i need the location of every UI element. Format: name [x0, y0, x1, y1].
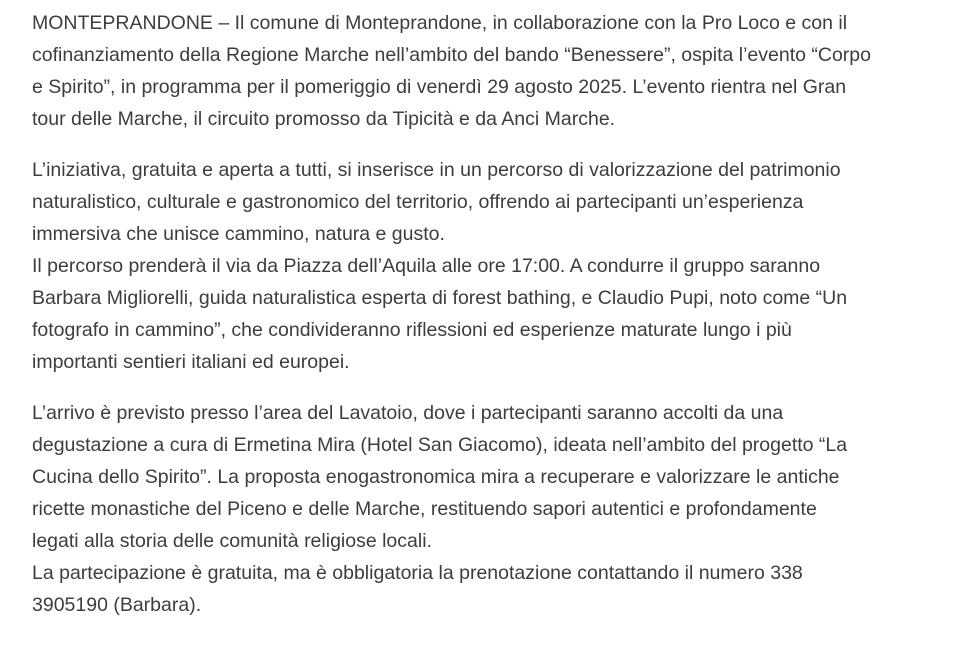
text-line: tour delle Marche, il circuito promosso da Tipicità e da Anci Marche. — [32, 108, 616, 130]
text-line: legati alla storia delle comunità religiose locali. — [32, 530, 432, 552]
text-line: degustazione a cura di Ermetina Mira (Hotel San Giacomo), ideata nell’ambito del progetto “La — [32, 434, 848, 456]
text-line: e Spirito”, in programma per il pomeriggio di venerdì 29 agosto 2025. L’evento rientra nel Gran — [32, 76, 847, 98]
paragraph-initiative — [32, 154, 952, 378]
text-line: immersiva che unisce cammino, natura e gusto. — [32, 223, 445, 245]
text-line: importanti sentieri italiani ed europei. — [32, 351, 350, 373]
text-line: naturalistico, culturale e gastronomico del territorio, offrendo ai partecipanti un’esperienza — [32, 191, 804, 213]
text-line: fotografo in cammino”, che condivideranno riflessioni ed esperienze maturate lungo i più — [32, 319, 792, 341]
text-line: Cucina dello Spirito”. La proposta enogastronomica mira a recuperare e valorizzare le antiche — [32, 466, 840, 488]
text-line: L’iniziativa, gratuita e aperta a tutti, si inserisce in un percorso di valorizzazione del patrimonio — [32, 159, 841, 181]
paragraph-intro — [32, 7, 952, 135]
text-line: Il percorso prenderà il via da Piazza dell’Aquila alle ore 17:00. A condurre il gruppo saranno — [32, 255, 821, 277]
text-line: La partecipazione è gratuita, ma è obbligatoria la prenotazione contattando il numero 338 — [32, 562, 803, 584]
text-line: ricette monastiche del Piceno e delle Marche, restituendo sapori autentici e profondamente — [32, 498, 817, 520]
text-line: Barbara Migliorelli, guida naturalistica esperta di forest bathing, e Claudio Pupi, noto come “Un — [32, 287, 848, 309]
paragraph-arrival — [32, 397, 952, 621]
text-line: MONTEPRANDONE – Il comune di Monteprandone, in collaborazione con la Pro Loco e con il — [32, 12, 848, 34]
text-line: 3905190 (Barbara). — [32, 594, 202, 616]
text-line: L’arrivo è previsto presso l’area del Lavatoio, dove i partecipanti saranno accolti da una — [32, 402, 784, 424]
article-body — [32, 7, 952, 640]
text-line: cofinanziamento della Regione Marche nell’ambito del bando “Benessere”, ospita l’evento “Corpo — [32, 44, 871, 66]
